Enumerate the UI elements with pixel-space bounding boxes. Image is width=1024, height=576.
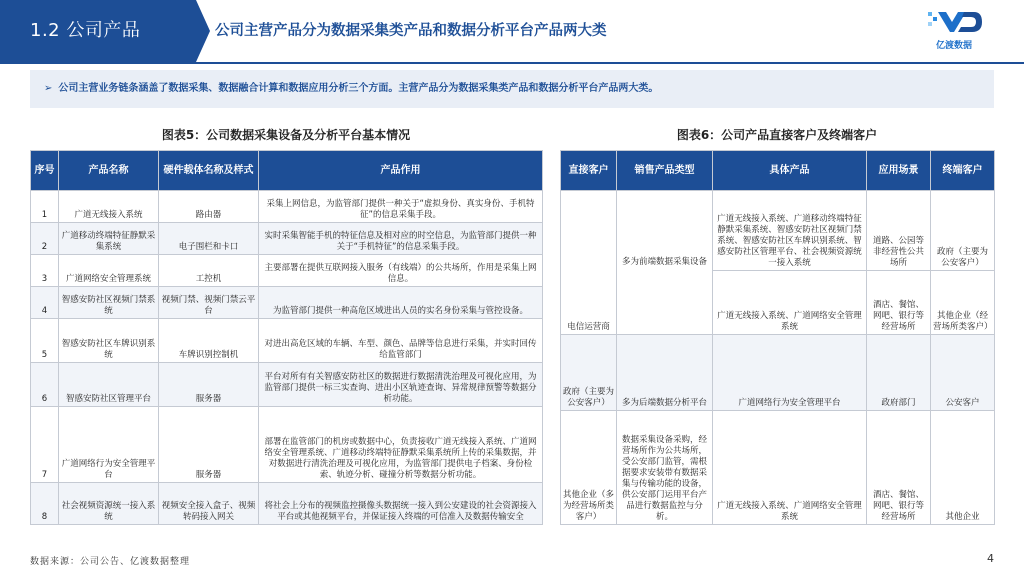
data-source-note: 数据来源：公司公告、亿渡数据整理 — [30, 557, 191, 567]
table-cell: 1 — [31, 191, 59, 223]
table-cell: 5 — [31, 319, 59, 363]
table-cell: 其他企业 — [931, 411, 995, 525]
table-cell: 7 — [31, 407, 59, 483]
table-cell: 多为前端数据采集设备 — [617, 191, 713, 335]
summary-text: 公司主营业务链条涵盖了数据采集、数据融合计算和数据应用分析三个方面。主营产品分为数据采集类产品和数据分析平台产品两大类。 — [58, 83, 659, 94]
table-cell: 智感安防社区视频门禁系统 — [59, 287, 159, 319]
table-row — [31, 363, 543, 407]
table-row — [561, 411, 995, 525]
table-row — [31, 319, 543, 363]
column-header: 销售产品类型 — [617, 151, 713, 191]
table-cell: 广道移动终端特征静默采集系统 — [59, 223, 159, 255]
table-cell: 酒店、餐馆、网吧、银行等经营场所 — [867, 271, 931, 335]
table-row — [31, 255, 543, 287]
table-cell: 政府（主要为公安客户） — [931, 191, 995, 271]
table-cell: 路由器 — [159, 191, 259, 223]
column-header: 终端客户 — [931, 151, 995, 191]
product-info-table — [30, 150, 543, 525]
table-cell: 采集上网信息，为监管部门提供一种关于“虚拟身份、真实身份、手机特征”的信息采集手段。 — [259, 191, 543, 223]
left-table-caption: 图表5：公司数据采集设备及分析平台基本情况 — [161, 128, 411, 142]
table-cell: 6 — [31, 363, 59, 407]
table-cell: 服务器 — [159, 407, 259, 483]
table-cell: 广道无线接入系统、广道网络安全管理系统 — [713, 271, 867, 335]
table-cell: 广道无线接入系统、广道网络安全管理系统 — [713, 411, 867, 525]
table-cell: 视频门禁、视频门禁云平台 — [159, 287, 259, 319]
table-cell: 将社会上分布的视频监控摄像头数据统一接入到公安建设的社会资源接入平台或其他视频平台，并保证接入终端的可信准入及数据传输安全 — [259, 483, 543, 525]
table-cell: 智感安防社区管理平台 — [59, 363, 159, 407]
table-row — [31, 223, 543, 255]
table-cell: 广道网络行为安全管理平台 — [713, 335, 867, 411]
table-row — [31, 287, 543, 319]
table-cell: 主要部署在提供互联网接入服务（有线端）的公共场所，作用是采集上网信息。 — [259, 255, 543, 287]
table-cell: 为监管部门提供一种高危区域进出人员的实名身份采集与管控设备。 — [259, 287, 543, 319]
table-cell: 实时采集智能手机的特征信息及相对应的时空信息，为监管部门提供一种关于“手机特征”的信息采集手段。 — [259, 223, 543, 255]
table-cell: 广道网络行为安全管理平台 — [59, 407, 159, 483]
column-header: 直接客户 — [561, 151, 617, 191]
company-logo — [924, 8, 984, 52]
table-cell: 4 — [31, 287, 59, 319]
section-label: 1.2 公司产品 — [0, 0, 196, 62]
column-header: 具体产品 — [713, 151, 867, 191]
table-cell: 政府（主要为公安客户） — [561, 335, 617, 411]
table-cell: 工控机 — [159, 255, 259, 287]
column-header: 产品作用 — [259, 151, 543, 191]
table-cell: 其他企业（多为经营场所类客户） — [561, 411, 617, 525]
table-cell: 电信运营商 — [561, 191, 617, 335]
table-row — [31, 407, 543, 483]
table-cell: 广道无线接入系统 — [59, 191, 159, 223]
logo-mark-icon — [924, 8, 984, 38]
table-cell: 车牌识别控制机 — [159, 319, 259, 363]
page-number: 4 — [987, 552, 994, 565]
page-header — [0, 0, 1024, 62]
table-cell: 道路、公园等非经营性公共场所 — [867, 191, 931, 271]
arrow-bullet-icon: ➢ — [44, 83, 53, 94]
table-cell: 对进出高危区域的车辆、车型、颜色、品牌等信息进行采集，并实时回传给监管部门 — [259, 319, 543, 363]
table-cell: 数据采集设备采购，经营场所作为公共场所，受公安部门监管，需根据要求安装带有数据采集与传输功能的设备，供公安部门运用平台产品进行数据监控与分析。 — [617, 411, 713, 525]
table-cell: 平台对所有有关智感安防社区的数据进行数据清洗治理及可视化应用，为监管部门提供一标三实查询、进出小区轨迹查询、异常规律预警等数据分析功能。 — [259, 363, 543, 407]
table-cell: 智感安防社区车牌识别系统 — [59, 319, 159, 363]
table-cell: 广道无线接入系统、广道移动终端特征静默采集系统、智感安防社区视频门禁系统、智感安防社区车牌识别系统、智感安防社区管理平台、社会视频资源统一接入系统 — [713, 191, 867, 271]
page-title: 公司主营产品分为数据采集类产品和数据分析平台产品两大类 — [215, 23, 607, 39]
table-cell: 政府部门 — [867, 335, 931, 411]
table-cell: 其他企业（经营场所类客户） — [931, 271, 995, 335]
column-header: 应用场景 — [867, 151, 931, 191]
table-cell: 公安客户 — [931, 335, 995, 411]
table-cell: 视频安全接入盒子、视频转码接入网关 — [159, 483, 259, 525]
summary-box — [30, 70, 994, 108]
table-cell: 服务器 — [159, 363, 259, 407]
table-cell: 广道网络安全管理系统 — [59, 255, 159, 287]
table-row — [561, 191, 995, 271]
table-cell: 3 — [31, 255, 59, 287]
table-row — [561, 335, 995, 411]
table-cell: 2 — [31, 223, 59, 255]
column-header: 硬件载体名称及样式 — [159, 151, 259, 191]
table-cell: 电子围栏和卡口 — [159, 223, 259, 255]
logo-text: 亿渡数据 — [935, 41, 972, 51]
table-row — [31, 483, 543, 525]
table-cell: 多为后端数据分析平台 — [617, 335, 713, 411]
table-cell: 部署在监管部门的机房或数据中心，负责接收广道无线接入系统、广道网络安全管理系统、广道移动终端特征静默采集系统所上传的采集数据，并对数据进行清洗治理及可视化应用，为监管部门提供电子档案、身份检索、轨迹分析、碰撞分析等数据分析功能。 — [259, 407, 543, 483]
customer-table — [560, 150, 995, 525]
table-cell: 8 — [31, 483, 59, 525]
right-table-caption: 图表6：公司产品直接客户及终端客户 — [676, 128, 878, 142]
header-divider — [0, 62, 1024, 64]
table-row — [31, 191, 543, 223]
column-header: 产品名称 — [59, 151, 159, 191]
table-cell: 酒店、餐馆、网吧、银行等经营场所 — [867, 411, 931, 525]
table-cell: 社会视频资源统一接入系统 — [59, 483, 159, 525]
column-header: 序号 — [31, 151, 59, 191]
